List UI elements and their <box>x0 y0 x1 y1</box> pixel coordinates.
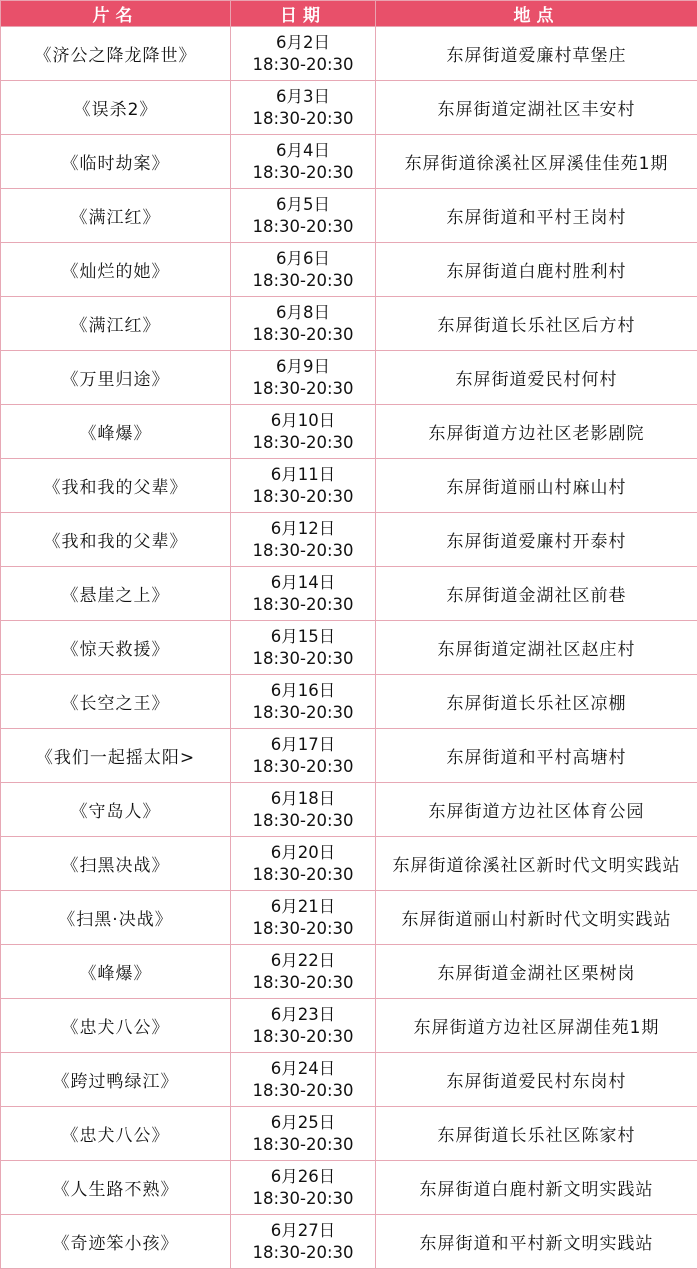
screening-time: 18:30-20:30 <box>231 702 375 724</box>
date-column-header: 日期 <box>231 1 376 27</box>
table-row <box>1 621 697 675</box>
table-row <box>1 1161 697 1215</box>
date-cell <box>231 567 376 621</box>
screening-day: 6月18日 <box>231 788 375 810</box>
date-cell <box>231 783 376 837</box>
table-row <box>1 459 697 513</box>
table-row <box>1 81 697 135</box>
location-cell: 东屏街道和平村高塘村 <box>376 729 697 783</box>
location-cell: 东屏街道方边社区屏湖佳苑1期 <box>376 999 697 1053</box>
screening-time: 18:30-20:30 <box>231 648 375 670</box>
film-title-cell: 《临时劫案》 <box>1 135 231 189</box>
screening-day: 6月2日 <box>231 32 375 54</box>
table-row <box>1 297 697 351</box>
date-cell <box>231 27 376 81</box>
location-cell: 东屏街道丽山村麻山村 <box>376 459 697 513</box>
table-row <box>1 243 697 297</box>
screening-day: 6月4日 <box>231 140 375 162</box>
date-cell <box>231 189 376 243</box>
screening-time: 18:30-20:30 <box>231 540 375 562</box>
location-cell: 东屏街道白鹿村新文明实践站 <box>376 1161 697 1215</box>
location-cell: 东屏街道定湖社区赵庄村 <box>376 621 697 675</box>
table-row <box>1 135 697 189</box>
screening-day: 6月9日 <box>231 356 375 378</box>
screening-day: 6月24日 <box>231 1058 375 1080</box>
screening-time: 18:30-20:30 <box>231 1242 375 1264</box>
table-row <box>1 837 697 891</box>
date-cell <box>231 1053 376 1107</box>
screening-time: 18:30-20:30 <box>231 918 375 940</box>
film-title-cell: 《我和我的父辈》 <box>1 513 231 567</box>
screening-time: 18:30-20:30 <box>231 1080 375 1102</box>
screening-day: 6月8日 <box>231 302 375 324</box>
date-cell <box>231 621 376 675</box>
screening-day: 6月16日 <box>231 680 375 702</box>
date-cell <box>231 729 376 783</box>
film-title-cell: 《忠犬八公》 <box>1 999 231 1053</box>
screening-time: 18:30-20:30 <box>231 864 375 886</box>
date-cell <box>231 891 376 945</box>
table-body <box>1 27 697 1269</box>
film-title-cell: 《长空之王》 <box>1 675 231 729</box>
screening-time: 18:30-20:30 <box>231 378 375 400</box>
date-cell <box>231 945 376 999</box>
screening-day: 6月3日 <box>231 86 375 108</box>
table-row <box>1 945 697 999</box>
film-title-cell: 《奇迹笨小孩》 <box>1 1215 231 1269</box>
film-column-header: 片名 <box>1 1 231 27</box>
location-cell: 东屏街道长乐社区后方村 <box>376 297 697 351</box>
location-cell: 东屏街道金湖社区前巷 <box>376 567 697 621</box>
table-row <box>1 999 697 1053</box>
location-cell: 东屏街道爱廉村开泰村 <box>376 513 697 567</box>
location-cell: 东屏街道丽山村新时代文明实践站 <box>376 891 697 945</box>
date-cell <box>231 999 376 1053</box>
screening-day: 6月20日 <box>231 842 375 864</box>
table-row <box>1 513 697 567</box>
film-title-cell: 《扫黑·决战》 <box>1 891 231 945</box>
date-cell <box>231 135 376 189</box>
screening-day: 6月17日 <box>231 734 375 756</box>
screening-time: 18:30-20:30 <box>231 270 375 292</box>
table-row <box>1 567 697 621</box>
screening-time: 18:30-20:30 <box>231 756 375 778</box>
film-title-cell: 《济公之降龙降世》 <box>1 27 231 81</box>
header-row <box>1 1 697 27</box>
film-title-cell: 《误杀2》 <box>1 81 231 135</box>
date-cell <box>231 81 376 135</box>
date-cell <box>231 837 376 891</box>
screening-time: 18:30-20:30 <box>231 972 375 994</box>
film-title-cell: 《跨过鸭绿江》 <box>1 1053 231 1107</box>
table-row <box>1 189 697 243</box>
table-header <box>1 1 697 27</box>
location-cell: 东屏街道长乐社区凉棚 <box>376 675 697 729</box>
screening-day: 6月5日 <box>231 194 375 216</box>
film-title-cell: 《峰爆》 <box>1 945 231 999</box>
date-cell <box>231 351 376 405</box>
table-row <box>1 1053 697 1107</box>
film-title-cell: 《满江红》 <box>1 189 231 243</box>
table-row <box>1 1215 697 1269</box>
screening-time: 18:30-20:30 <box>231 1026 375 1048</box>
screening-time: 18:30-20:30 <box>231 216 375 238</box>
screening-day: 6月22日 <box>231 950 375 972</box>
screening-time: 18:30-20:30 <box>231 1188 375 1210</box>
location-cell: 东屏街道爱廉村草堡庄 <box>376 27 697 81</box>
location-column-header: 地点 <box>376 1 697 27</box>
table-row <box>1 405 697 459</box>
screening-day: 6月27日 <box>231 1220 375 1242</box>
screening-time: 18:30-20:30 <box>231 486 375 508</box>
screening-time: 18:30-20:30 <box>231 162 375 184</box>
film-title-cell: 《万里归途》 <box>1 351 231 405</box>
table-row <box>1 729 697 783</box>
screening-time: 18:30-20:30 <box>231 54 375 76</box>
screening-day: 6月6日 <box>231 248 375 270</box>
location-cell: 东屏街道定湖社区丰安村 <box>376 81 697 135</box>
screening-day: 6月25日 <box>231 1112 375 1134</box>
film-title-cell: 《峰爆》 <box>1 405 231 459</box>
date-cell <box>231 675 376 729</box>
table-row <box>1 27 697 81</box>
date-cell <box>231 513 376 567</box>
date-cell <box>231 1107 376 1161</box>
date-cell <box>231 459 376 513</box>
location-cell: 东屏街道金湖社区栗树岗 <box>376 945 697 999</box>
location-cell: 东屏街道方边社区体育公园 <box>376 783 697 837</box>
location-cell: 东屏街道和平村新文明实践站 <box>376 1215 697 1269</box>
film-title-cell: 《灿烂的她》 <box>1 243 231 297</box>
film-title-cell: 《满江红》 <box>1 297 231 351</box>
table-row <box>1 891 697 945</box>
screening-day: 6月15日 <box>231 626 375 648</box>
film-title-cell: 《守岛人》 <box>1 783 231 837</box>
location-cell: 东屏街道方边社区老影剧院 <box>376 405 697 459</box>
table-row <box>1 351 697 405</box>
location-cell: 东屏街道徐溪社区新时代文明实践站 <box>376 837 697 891</box>
table-row <box>1 783 697 837</box>
screening-day: 6月10日 <box>231 410 375 432</box>
date-cell <box>231 405 376 459</box>
screening-day: 6月14日 <box>231 572 375 594</box>
location-cell: 东屏街道白鹿村胜利村 <box>376 243 697 297</box>
film-title-cell: 《悬崖之上》 <box>1 567 231 621</box>
film-title-cell: 《惊天救援》 <box>1 621 231 675</box>
date-cell <box>231 297 376 351</box>
date-cell <box>231 1215 376 1269</box>
screening-time: 18:30-20:30 <box>231 1134 375 1156</box>
screening-day: 6月26日 <box>231 1166 375 1188</box>
film-title-cell: 《扫黑决战》 <box>1 837 231 891</box>
screening-day: 6月11日 <box>231 464 375 486</box>
screening-time: 18:30-20:30 <box>231 594 375 616</box>
film-title-cell: 《我和我的父辈》 <box>1 459 231 513</box>
date-cell <box>231 1161 376 1215</box>
date-cell <box>231 243 376 297</box>
table-row <box>1 675 697 729</box>
location-cell: 东屏街道爱民村何村 <box>376 351 697 405</box>
film-title-cell: 《忠犬八公》 <box>1 1107 231 1161</box>
screening-day: 6月23日 <box>231 1004 375 1026</box>
screening-time: 18:30-20:30 <box>231 324 375 346</box>
location-cell: 东屏街道和平村王岗村 <box>376 189 697 243</box>
screening-time: 18:30-20:30 <box>231 810 375 832</box>
screening-day: 6月12日 <box>231 518 375 540</box>
location-cell: 东屏街道长乐社区陈家村 <box>376 1107 697 1161</box>
screening-day: 6月21日 <box>231 896 375 918</box>
screening-time: 18:30-20:30 <box>231 432 375 454</box>
film-title-cell: 《我们一起摇太阳> <box>1 729 231 783</box>
table-row <box>1 1107 697 1161</box>
location-cell: 东屏街道徐溪社区屏溪佳佳苑1期 <box>376 135 697 189</box>
film-title-cell: 《人生路不熟》 <box>1 1161 231 1215</box>
location-cell: 东屏街道爱民村东岗村 <box>376 1053 697 1107</box>
screening-time: 18:30-20:30 <box>231 108 375 130</box>
